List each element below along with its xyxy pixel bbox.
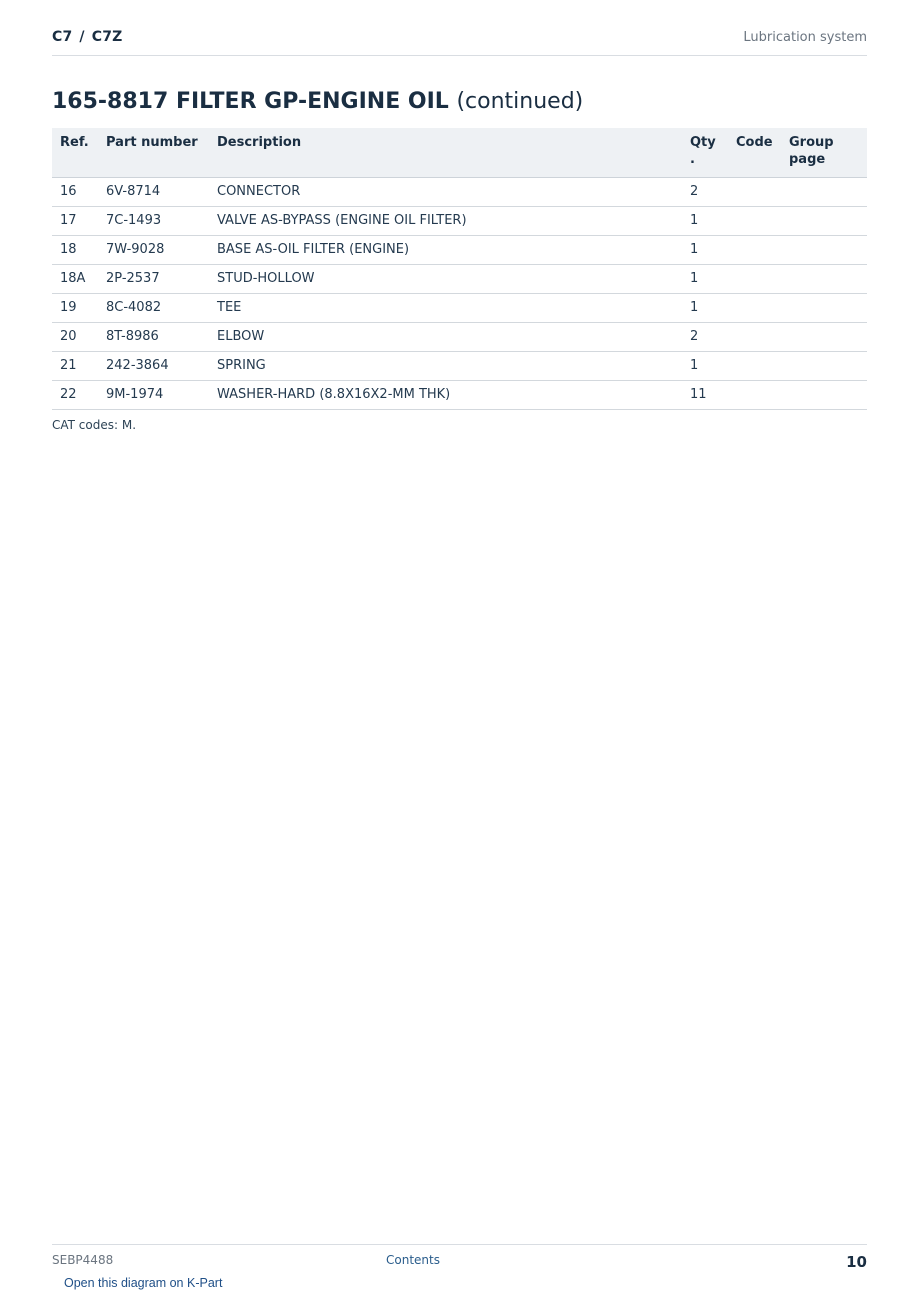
- cell-part-number: 2P-2537: [98, 264, 209, 293]
- header-part-number: Part number: [98, 128, 209, 177]
- table-row: [52, 380, 867, 409]
- cell-qty: 11: [682, 380, 728, 409]
- section-name: Lubrication system: [743, 30, 867, 45]
- table-row: [52, 322, 867, 351]
- cell-group-page: [781, 264, 867, 293]
- cell-code: [728, 293, 781, 322]
- header-group-line1: Group: [789, 135, 834, 150]
- parts-table: [52, 128, 867, 410]
- cell-group-page: [781, 293, 867, 322]
- page-title-suffix: (continued): [456, 89, 584, 114]
- table-row: [52, 293, 867, 322]
- cell-description: TEE: [209, 293, 682, 322]
- header-qty-line2: .: [690, 152, 695, 167]
- cell-ref: 21: [52, 351, 98, 380]
- page-title: [52, 89, 583, 114]
- cell-ref: 17: [52, 206, 98, 235]
- cell-qty: 1: [682, 235, 728, 264]
- contents-link[interactable]: Contents: [386, 1253, 440, 1267]
- cell-qty: 1: [682, 351, 728, 380]
- cell-part-number: 7W-9028: [98, 235, 209, 264]
- cell-description: BASE AS-OIL FILTER (ENGINE): [209, 235, 682, 264]
- cell-code: [728, 322, 781, 351]
- cell-description: ELBOW: [209, 322, 682, 351]
- page-header: [52, 28, 867, 56]
- header-code: Code: [728, 128, 781, 177]
- header-group-line2: page: [789, 152, 826, 167]
- cell-ref: 20: [52, 322, 98, 351]
- header-qty: [682, 128, 728, 177]
- cell-group-page: [781, 177, 867, 206]
- cell-qty: 1: [682, 264, 728, 293]
- header-qty-line1: Qty: [690, 135, 716, 150]
- cell-group-page: [781, 380, 867, 409]
- document-id: SEBP4488: [52, 1253, 114, 1267]
- cell-part-number: 242-3864: [98, 351, 209, 380]
- cell-ref: 18: [52, 235, 98, 264]
- cell-qty: 1: [682, 293, 728, 322]
- cell-ref: 22: [52, 380, 98, 409]
- cell-group-page: [781, 322, 867, 351]
- cell-ref: 16: [52, 177, 98, 206]
- page-number: 10: [846, 1253, 867, 1271]
- header-ref: Ref.: [52, 128, 98, 177]
- model-separator: /: [79, 29, 85, 45]
- cell-code: [728, 380, 781, 409]
- model-primary: C7: [52, 29, 73, 45]
- table-row: [52, 264, 867, 293]
- cell-code: [728, 264, 781, 293]
- model-secondary: C7Z: [91, 29, 123, 45]
- cell-description: VALVE AS-BYPASS (ENGINE OIL FILTER): [209, 206, 682, 235]
- cell-qty: 2: [682, 322, 728, 351]
- cell-qty: 2: [682, 177, 728, 206]
- cell-code: [728, 177, 781, 206]
- cell-group-page: [781, 235, 867, 264]
- model-breadcrumb: [52, 29, 123, 45]
- parts-table-header: [52, 128, 867, 177]
- table-row: [52, 351, 867, 380]
- cat-codes-note: CAT codes: M.: [52, 418, 137, 432]
- cell-part-number: 8C-4082: [98, 293, 209, 322]
- cell-part-number: 6V-8714: [98, 177, 209, 206]
- cell-description: CONNECTOR: [209, 177, 682, 206]
- header-description: Description: [209, 128, 682, 177]
- open-kpart-link[interactable]: Open this diagram on K-Part: [64, 1276, 223, 1290]
- cell-code: [728, 235, 781, 264]
- page-title-main: 165-8817 FILTER GP-ENGINE OIL: [52, 89, 449, 114]
- cell-group-page: [781, 206, 867, 235]
- cell-code: [728, 206, 781, 235]
- table-row: [52, 177, 867, 206]
- cell-part-number: 8T-8986: [98, 322, 209, 351]
- header-group-page: [781, 128, 867, 177]
- cell-ref: 18A: [52, 264, 98, 293]
- page-footer: [52, 1244, 867, 1274]
- cell-code: [728, 351, 781, 380]
- cell-group-page: [781, 351, 867, 380]
- cell-ref: 19: [52, 293, 98, 322]
- cell-part-number: 9M-1974: [98, 380, 209, 409]
- cell-description: SPRING: [209, 351, 682, 380]
- cell-description: WASHER-HARD (8.8X16X2-MM THK): [209, 380, 682, 409]
- table-row: [52, 206, 867, 235]
- cell-description: STUD-HOLLOW: [209, 264, 682, 293]
- cell-part-number: 7C-1493: [98, 206, 209, 235]
- cell-qty: 1: [682, 206, 728, 235]
- table-row: [52, 235, 867, 264]
